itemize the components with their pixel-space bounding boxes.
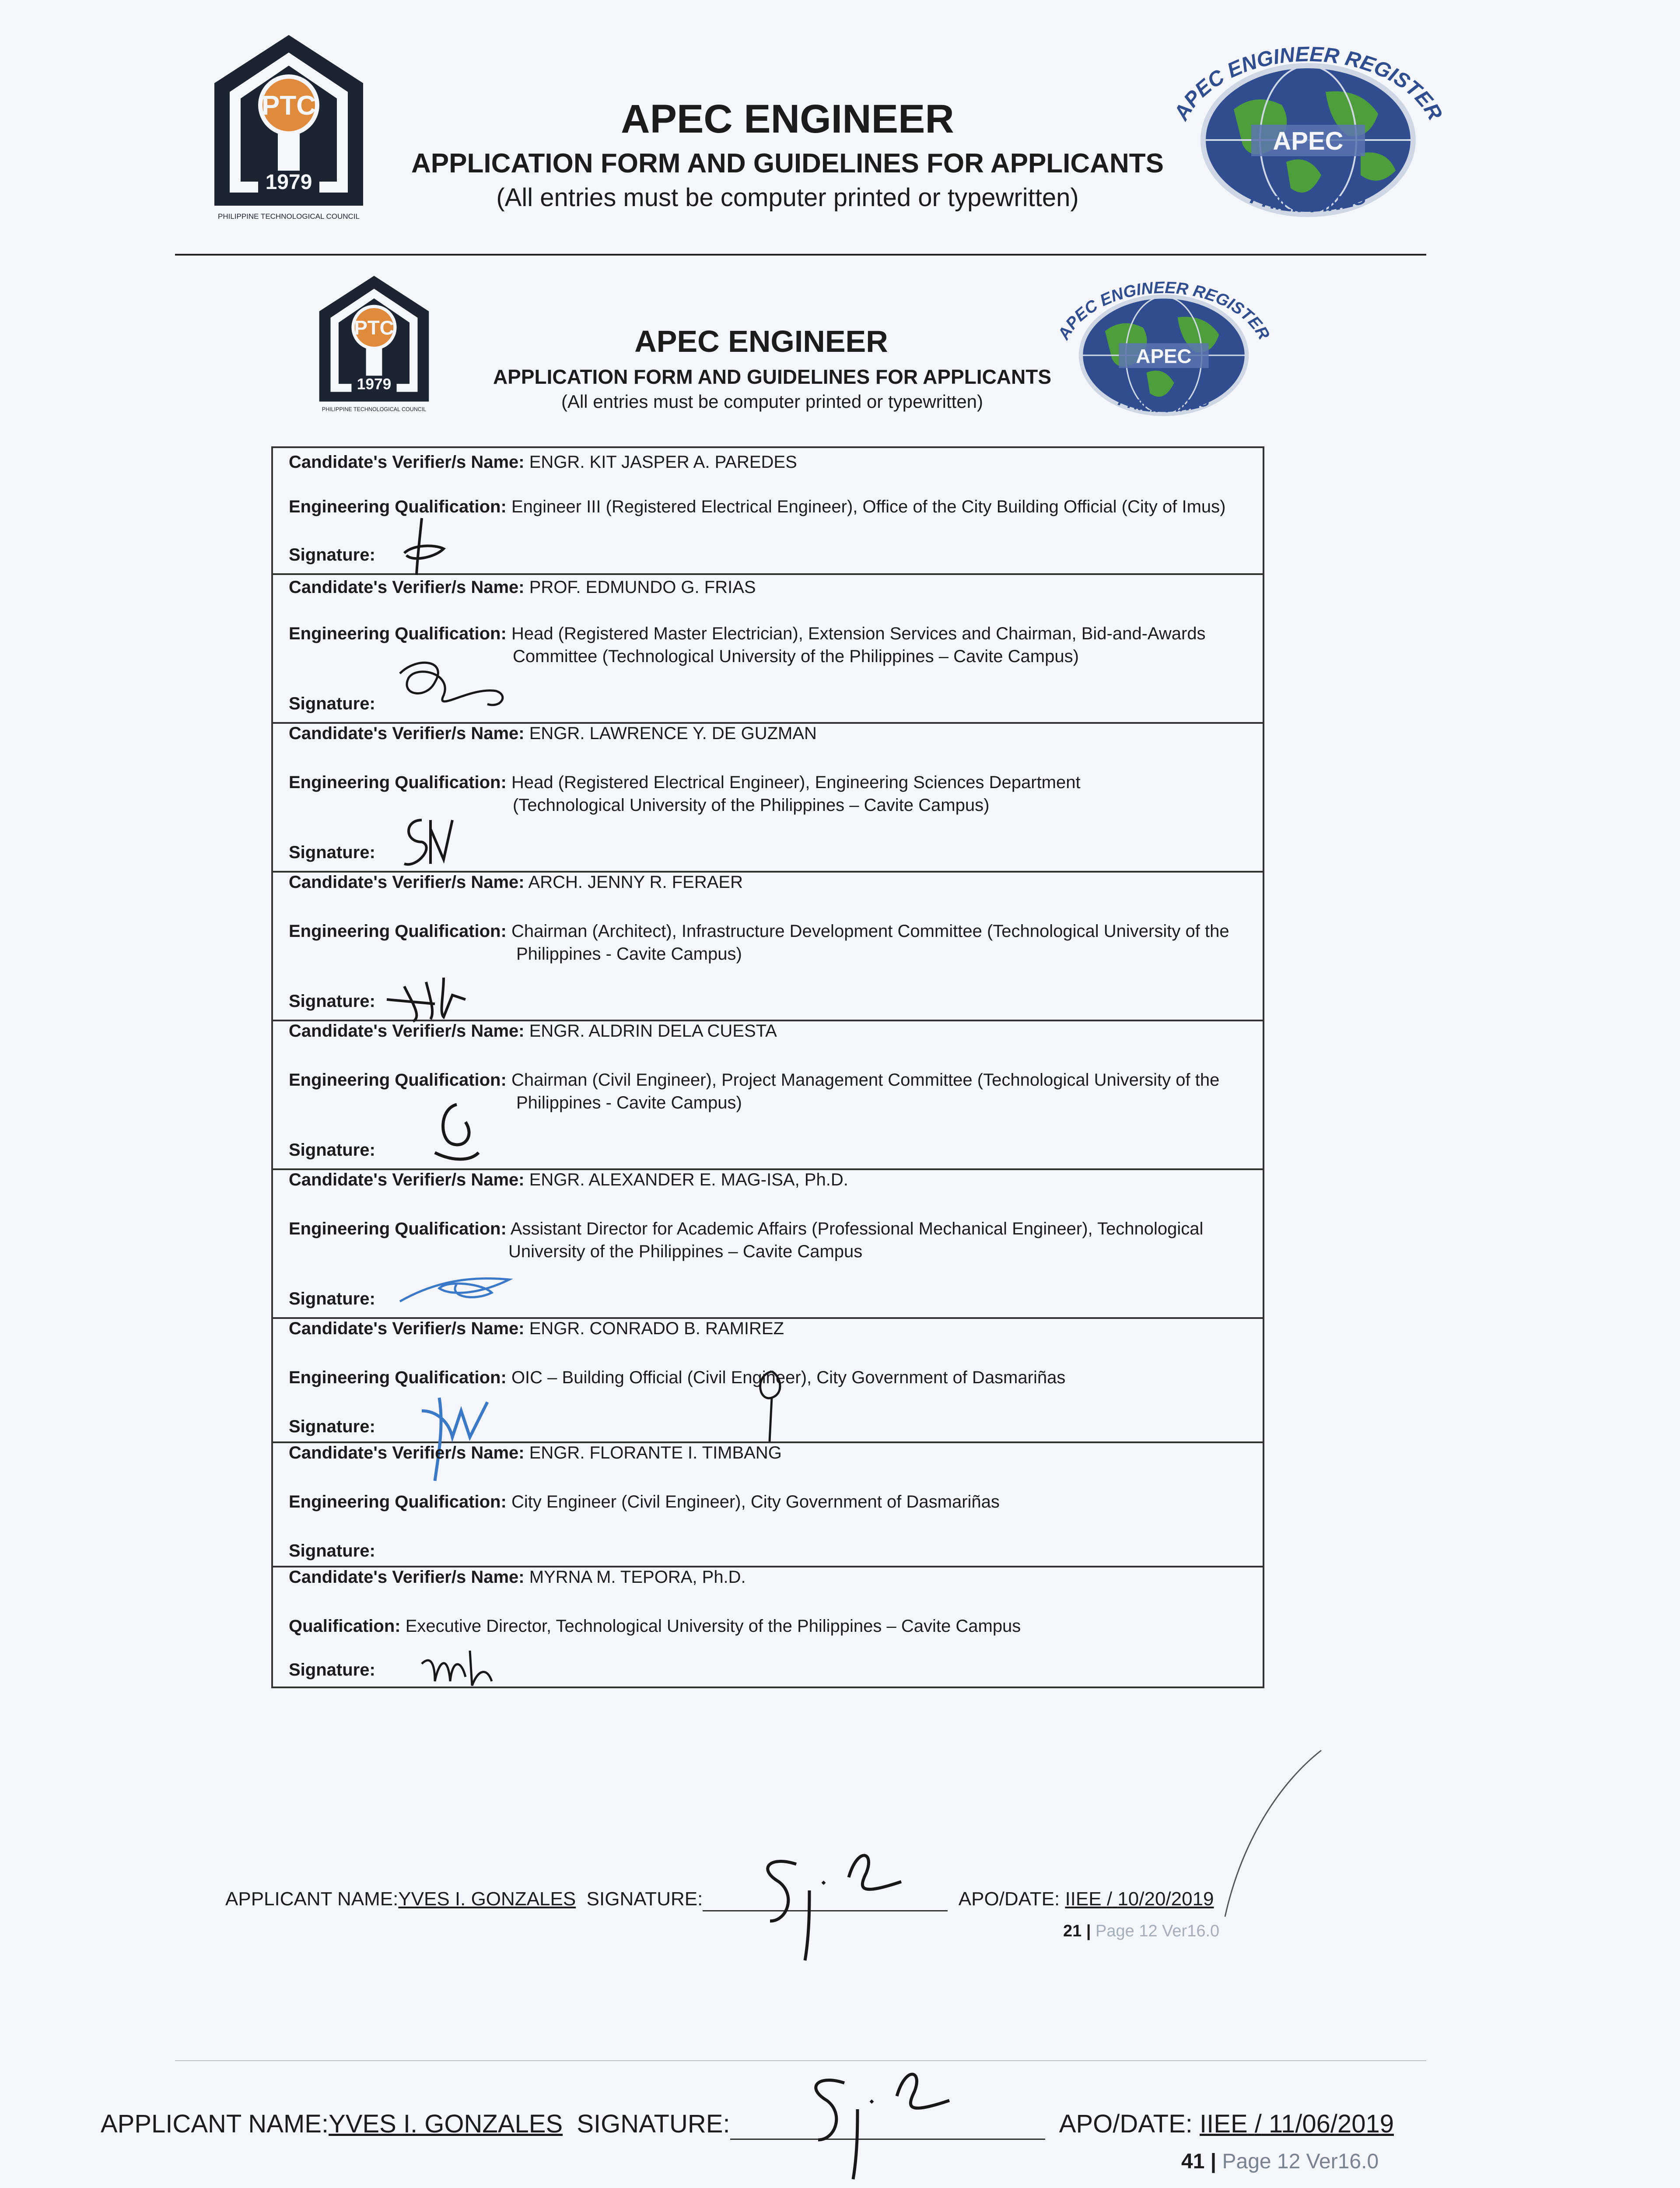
outer-title: APEC ENGINEER [621, 97, 954, 141]
qual-label: Qualification: [289, 1616, 401, 1636]
verifier-name: ENGR. ALDRIN DELA CUESTA [529, 1021, 777, 1041]
signature-label: Signature: [289, 545, 375, 565]
apec-logo-center: APEC [1273, 127, 1344, 155]
inner-apo-label: APO/DATE: [958, 1888, 1060, 1910]
verifier-name: ENGR. ALEXANDER E. MAG-ISA, Ph.D. [529, 1170, 848, 1189]
inner-apec-logo [1032, 276, 1295, 428]
inner-apo-sep: / [1106, 1888, 1113, 1910]
verifier-name: ARCH. JENNY R. FERAER [528, 873, 743, 892]
verifier-qualification-cont: Committee (Technological University of the Philippines – Cavite Campus) [513, 647, 1079, 666]
verifier-qualification: Executive Director, Technological University of the Philippines – Cavite Campus [405, 1616, 1021, 1636]
outer-page-number: 41 [1181, 2150, 1205, 2173]
scan-artifact-curve [1216, 1742, 1330, 1925]
eng-qual-label: Engineering Qualification: [289, 1219, 507, 1238]
verifier-name-label: Candidate's Verifier/s Name: [289, 1567, 525, 1587]
verifier-signature [391, 811, 461, 873]
outer-apo: IIEE [1200, 2110, 1248, 2138]
verifier-name-label: Candidate's Verifier/s Name: [289, 452, 525, 472]
eng-qual-label: Engineering Qualification: [289, 773, 507, 792]
apec-logo-ring-top: APEC ENGINEER REGISTER [1169, 42, 1447, 124]
verifier-name: PROF. EDMUNDO G. FRIAS [529, 578, 756, 597]
verifier-name-label: Candidate's Verifier/s Name: [289, 578, 525, 597]
outer-apo-label: APO/DATE: [1059, 2110, 1193, 2138]
outer-apo-sep: / [1254, 2110, 1262, 2138]
verifier-qualification: Chairman (Civil Engineer), Project Management Committee (Technological University of the [511, 1070, 1220, 1090]
signature-label: Signature: [289, 1417, 375, 1436]
inner-page-number: 21 [1063, 1922, 1082, 1940]
outer-note: (All entries must be computer printed or typewritten) [496, 183, 1079, 212]
verifier-name-label: Candidate's Verifier/s Name: [289, 1021, 525, 1041]
verifier-signature-initial [750, 1363, 794, 1450]
inner-page-footer: 21 | Page 12 Ver16.0 [1063, 1922, 1220, 1940]
verifier-row [273, 873, 1263, 1021]
signature-label: Signature: [289, 694, 375, 713]
signature-label: Signature: [289, 992, 375, 1011]
apec-logo [1142, 39, 1474, 232]
outer-signature-label: SIGNATURE: [577, 2110, 730, 2138]
verifier-row [273, 575, 1263, 724]
verifier-signature [426, 1096, 487, 1166]
verifier-name-label: Candidate's Verifier/s Name: [289, 873, 525, 892]
inner-apo-value [1065, 1888, 1214, 1910]
inner-apec-logo-ring-bottom: PHILIPPINES [1116, 392, 1211, 416]
eng-qual-label: Engineering Qualification: [289, 1070, 507, 1090]
signature-label: Signature: [289, 1660, 375, 1680]
verifier-qualification: Head (Registered Master Electrician), Extension Services and Chairman, Bid-and-Awards [511, 624, 1206, 643]
verifier-signature [417, 1646, 505, 1690]
verifier-qualification-cont: (Technological University of the Philippines – Cavite Campus) [513, 796, 990, 815]
inner-title: APEC ENGINEER [634, 324, 888, 358]
inner-ptc-logo-caption: PHILIPPINE TECHNOLOGICAL COUNCIL [322, 406, 427, 413]
signature-label: Signature: [289, 1541, 375, 1560]
eng-qual-label: Engineering Qualification: [289, 497, 507, 516]
verifier-qualification: OIC – Building Official (Civil Engineer), City Government of Dasmariñas [511, 1368, 1066, 1387]
verifier-signature [382, 647, 522, 722]
verifier-name: ENGR. LAWRENCE Y. DE GUZMAN [529, 724, 817, 743]
verifier-qualification: Head (Registered Electrical Engineer), Engineering Sciences Department [511, 773, 1081, 792]
header-divider [175, 254, 1426, 256]
inner-applicant-name: YVES I. GONZALES [398, 1888, 576, 1910]
inner-apec-logo-center: APEC [1136, 345, 1192, 368]
eng-qual-label: Engineering Qualification: [289, 624, 507, 643]
verifier-name-label: Candidate's Verifier/s Name: [289, 1319, 525, 1338]
inner-ptc-logo-year: 1979 [357, 375, 392, 393]
outer-applicant-line [101, 2109, 1394, 2140]
outer-applicant-signature [779, 2057, 998, 2188]
verifier-row [273, 448, 1263, 575]
inner-note: (All entries must be computer printed or typewritten) [561, 391, 984, 412]
inner-applicant-line [225, 1888, 1214, 1911]
eng-qual-label: Engineering Qualification: [289, 1368, 507, 1387]
verifier-row [273, 1170, 1263, 1319]
verifier-row [273, 1319, 1263, 1443]
verifier-name-label: Candidate's Verifier/s Name: [289, 1170, 525, 1189]
outer-apo-value [1200, 2110, 1394, 2138]
verifier-name: ENGR. CONRADO B. RAMIREZ [529, 1319, 784, 1338]
inner-date: 10/20/2019 [1117, 1888, 1214, 1910]
inner-apec-logo-ring-top: APEC ENGINEER REGISTER [1054, 278, 1273, 343]
inner-subtitle: APPLICATION FORM AND GUIDELINES FOR APPLICANTS [493, 365, 1052, 388]
ptc-logo-year: 1979 [265, 171, 312, 194]
outer-page-text: Page 12 Ver16.0 [1222, 2150, 1379, 2173]
signature-label: Signature: [289, 843, 375, 862]
verifier-qualification: City Engineer (Civil Engineer), City Government of Dasmariñas [511, 1492, 1000, 1511]
apec-logo-ring-bottom: PHILIPPINES [1248, 186, 1368, 217]
verifier-name: ENGR. KIT JASPER A. PAREDES [529, 452, 797, 472]
verifier-row [273, 1021, 1263, 1170]
outer-applicant-name: YVES I. GONZALES [329, 2110, 563, 2138]
ptc-logo-caption: PHILIPPINE TECHNOLOGICAL COUNCIL [217, 212, 360, 221]
verifier-row [273, 1443, 1263, 1567]
verifier-qualification: Assistant Director for Academic Affairs (Professional Mechanical Engineer), Technological [510, 1219, 1204, 1238]
signature-label: Signature: [289, 1140, 375, 1160]
inner-ptc-logo-initials: PTC [354, 316, 394, 339]
verifier-row [273, 1567, 1263, 1687]
ptc-logo-initials: PTC [262, 91, 316, 121]
inner-applicant-signature [744, 1838, 936, 1969]
inner-signature-label: SIGNATURE: [586, 1888, 703, 1910]
outer-applicant-name-label: APPLICANT NAME: [101, 2110, 329, 2138]
inner-applicant-name-label: APPLICANT NAME: [225, 1888, 399, 1910]
outer-subtitle: APPLICATION FORM AND GUIDELINES FOR APPLICANTS [411, 148, 1164, 179]
verifier-signature [396, 1258, 536, 1310]
eng-qual-label: Engineering Qualification: [289, 1492, 507, 1511]
inner-apo: IIEE [1065, 1888, 1102, 1910]
ptc-logo [206, 31, 372, 223]
outer-page-footer: 41 | Page 12 Ver16.0 [1181, 2150, 1379, 2173]
verifier-qualification: Chairman (Architect), Infrastructure Development Committee (Technological University of the [511, 922, 1229, 941]
verifier-row [273, 724, 1263, 873]
signature-label: Signature: [289, 1289, 375, 1308]
verifier-qualification-cont: Philippines - Cavite Campus) [516, 1093, 742, 1112]
verifier-name-label: Candidate's Verifier/s Name: [289, 724, 525, 743]
verifier-qualification-cont: Philippines - Cavite Campus) [516, 944, 742, 964]
eng-qual-label: Engineering Qualification: [289, 922, 507, 941]
verifier-qualification: Engineer III (Registered Electrical Engineer), Office of the City Building Official (City of Imus) [511, 497, 1226, 516]
outer-date: 11/06/2019 [1269, 2110, 1394, 2138]
verifier-name-label: Candidate's Verifier/s Name: [289, 1443, 525, 1462]
verifier-signature [378, 969, 483, 1026]
verifier-table [271, 446, 1264, 1688]
verifier-qualification-cont: University of the Philippines – Cavite Campus [508, 1242, 863, 1261]
verifier-name: ENGR. FLORANTE I. TIMBANG [529, 1443, 782, 1462]
verifier-signature [396, 514, 457, 579]
verifier-name: MYRNA M. TEPORA, Ph.D. [529, 1567, 746, 1587]
inner-ptc-logo [313, 271, 435, 416]
inner-page-text: Page 12 Ver16.0 [1096, 1922, 1220, 1940]
